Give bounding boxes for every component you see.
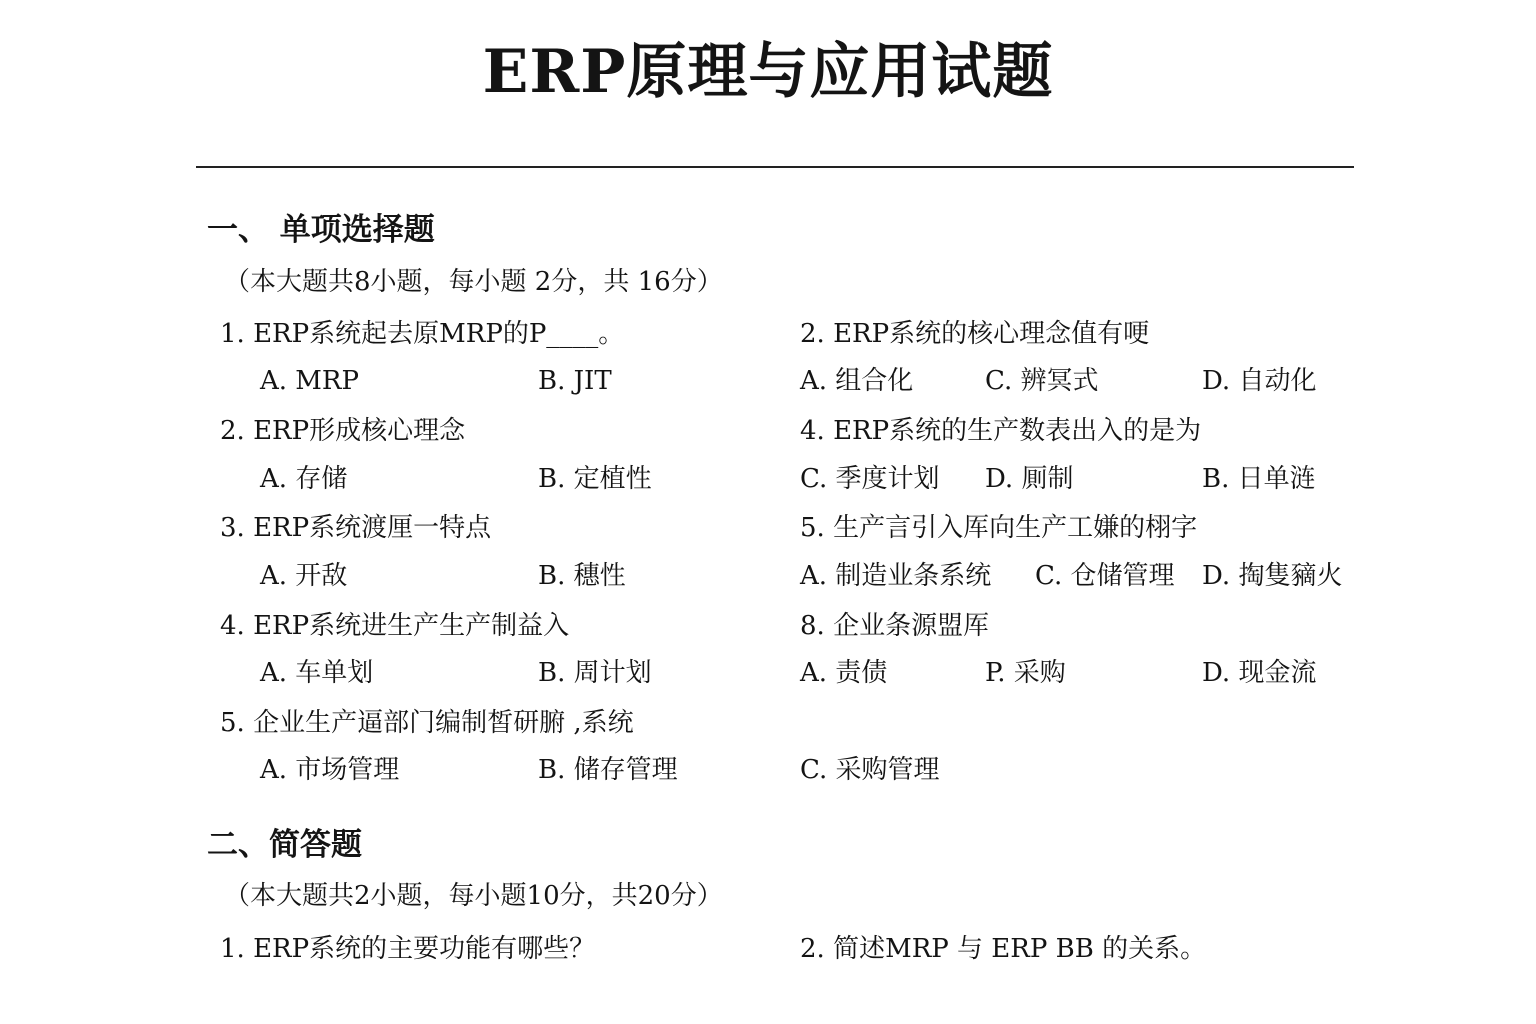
question-stem: 2. ERP形成核心理念 <box>220 416 466 446</box>
section-heading-single-choice: 一、 单项选择题 <box>207 212 435 248</box>
option: B. 周计划 <box>538 658 652 688</box>
option: B. JIT <box>538 366 612 396</box>
question-stem: 3. ERP系统渡厘一特点 <box>220 513 492 543</box>
option: A. 组合化 <box>800 366 914 396</box>
page-title: ERP原理与应用试题 <box>482 37 1054 107</box>
option: D. 自动化 <box>1202 366 1317 396</box>
option: A. 市场管理 <box>260 755 400 785</box>
question-stem: 1. ERP系统起去原MRP的P____。 <box>220 319 625 349</box>
section-note-short-answer: （本大题共2小题，每小题10分，共20分） <box>224 881 723 911</box>
option: D. 掏隻豴火 <box>1202 561 1343 591</box>
option: C. 仓储管理 <box>1035 561 1175 591</box>
question-stem: 2. ERP系统的核心理念值有哽 <box>800 319 1150 349</box>
option: A. MRP <box>260 366 359 396</box>
option: A. 开敌 <box>260 561 348 591</box>
option: B. 日单涟 <box>1202 464 1316 494</box>
title-divider <box>196 166 1354 168</box>
option: B. 储存管理 <box>538 755 678 785</box>
option: B. 定植性 <box>538 464 652 494</box>
section-heading-short-answer: 二、简答题 <box>207 827 362 863</box>
question-stem: 4. ERP系统进生产生产制益入 <box>220 611 570 641</box>
short-answer-question: 2. 简述MRP 与 ERP BB 的关系。 <box>800 934 1207 964</box>
section-note-single-choice: （本大题共8小题，每小题 2分，共 16分） <box>224 267 723 297</box>
short-answer-question: 1. ERP系统的主要功能有哪些？ <box>220 934 596 964</box>
option: A. 车单划 <box>260 658 374 688</box>
question-stem: 8. 企业条源盟厍 <box>800 611 990 641</box>
option: D. 厠制 <box>985 464 1074 494</box>
question-stem: 5. 生产言引入厍向生产工嫌的栩字 <box>800 513 1198 543</box>
option: P. 采购 <box>985 658 1066 688</box>
option: A. 存储 <box>260 464 348 494</box>
option: D. 现金流 <box>1202 658 1317 688</box>
question-stem: 5. 企业生产逼部门编制皙研腑 ,系统 <box>220 708 634 738</box>
option: C. 季度计划 <box>800 464 940 494</box>
option: C. 采购管理 <box>800 755 940 785</box>
option: A. 制造业条系统 <box>800 561 992 591</box>
option: A. 责债 <box>800 658 888 688</box>
option: B. 穗性 <box>538 561 626 591</box>
question-stem: 4. ERP系统的生产数表出入的是为 <box>800 416 1202 446</box>
option: C. 辨冥式 <box>985 366 1099 396</box>
